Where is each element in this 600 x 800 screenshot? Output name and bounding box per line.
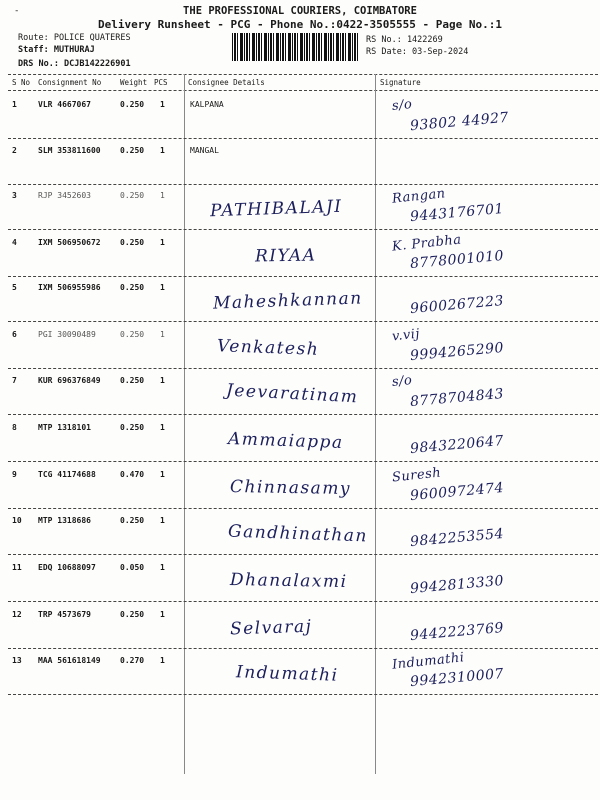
- row-sno: 5: [12, 283, 17, 292]
- row-weight: 0.250: [120, 283, 145, 292]
- row-signature-phone: 9600267223: [409, 292, 505, 318]
- row-signature-phone: 9842253554: [409, 525, 505, 551]
- col-sno: S No: [12, 78, 31, 87]
- row-sno: 4: [12, 238, 17, 247]
- table-top-rule: [8, 74, 598, 75]
- row-sno: 13: [12, 656, 22, 665]
- corner-mark: -: [14, 6, 20, 16]
- row-consignment-no: IXM 506955986: [38, 283, 101, 292]
- row-sno: 6: [12, 330, 17, 339]
- row-divider: [8, 368, 598, 369]
- row-weight: 0.250: [120, 423, 145, 432]
- column-divider: [184, 74, 185, 774]
- row-weight: 0.250: [120, 610, 145, 619]
- row-weight: 0.250: [120, 191, 145, 200]
- row-signature-phone: 9942813330: [409, 572, 505, 598]
- row-consignee-handwritten: Gandhinathan: [227, 521, 369, 547]
- row-sno: 2: [12, 146, 17, 155]
- row-consignee-handwritten: Maheshkannan: [212, 288, 363, 314]
- row-weight: 0.250: [120, 330, 145, 339]
- row-consignee-handwritten: Venkatesh: [216, 336, 320, 360]
- row-divider: [8, 508, 598, 509]
- row-signature-phone: 9600972474: [409, 479, 505, 505]
- row-consignee-handwritten: RIYAA: [254, 245, 317, 267]
- row-sno: 10: [12, 516, 22, 525]
- row-consignee-handwritten: Selvaraj: [229, 616, 313, 640]
- barcode: [232, 33, 358, 61]
- row-consignment-no: RJP 3452603: [38, 191, 91, 200]
- row-signature-phone: 9843220647: [409, 432, 505, 458]
- row-pcs: 1: [160, 516, 165, 525]
- staff-label: Staff: MUTHURAJ: [18, 45, 95, 55]
- row-signature-phone: 8778704843: [409, 385, 505, 411]
- row-consignment-no: EDQ 10688097: [38, 563, 96, 572]
- row-consignment-no: MTP 1318101: [38, 423, 91, 432]
- row-consignee-name: KALPANA: [190, 100, 224, 109]
- row-signature-phone: 9442223769: [409, 619, 505, 645]
- row-weight: 0.250: [120, 100, 145, 109]
- row-pcs: 1: [160, 330, 165, 339]
- row-sno: 3: [12, 191, 17, 200]
- row-weight: 0.470: [120, 470, 145, 479]
- row-consignee-handwritten: Dhanalaxmi: [229, 569, 348, 593]
- row-consignee-handwritten: Chinnasamy: [229, 476, 352, 500]
- row-weight: 0.050: [120, 563, 145, 572]
- row-divider: [8, 138, 598, 139]
- row-divider: [8, 184, 598, 185]
- row-consignee-handwritten: Jeevaratinam: [225, 380, 359, 408]
- row-pcs: 1: [160, 423, 165, 432]
- row-pcs: 1: [160, 283, 165, 292]
- row-sno: 8: [12, 423, 17, 432]
- row-consignment-no: IXM 506950672: [38, 238, 101, 247]
- row-consignment-no: TCG 41174688: [38, 470, 96, 479]
- row-pcs: 1: [160, 470, 165, 479]
- row-weight: 0.250: [120, 146, 145, 155]
- row-consignment-no: MAA 561618149: [38, 656, 101, 665]
- header-rule: [8, 90, 598, 91]
- row-sno: 7: [12, 376, 17, 385]
- row-pcs: 1: [160, 610, 165, 619]
- column-divider: [375, 74, 376, 774]
- row-sno: 12: [12, 610, 22, 619]
- row-pcs: 1: [160, 238, 165, 247]
- runsheet-title: Delivery Runsheet - PCG - Phone No.:0422-3505555 - Page No.:1: [98, 18, 502, 31]
- row-signature: K. Prabha: [391, 232, 463, 255]
- row-consignment-no: PGI 30090489: [38, 330, 96, 339]
- row-divider: [8, 601, 598, 602]
- row-consignment-no: KUR 696376849: [38, 376, 101, 385]
- row-pcs: 1: [160, 656, 165, 665]
- row-sno: 1: [12, 100, 17, 109]
- row-consignment-no: SLM 353811600: [38, 146, 101, 155]
- row-divider: [8, 414, 598, 415]
- row-signature-phone: 93802 44927: [409, 109, 510, 135]
- row-divider: [8, 554, 598, 555]
- row-signature: s/o: [391, 372, 414, 391]
- row-pcs: 1: [160, 146, 165, 155]
- row-consignee-handwritten: PATHIBALAJI: [209, 196, 343, 222]
- row-signature: s/o: [391, 96, 414, 115]
- col-consignment: Consignment No: [38, 78, 102, 87]
- row-signature-phone: 9942310007: [409, 665, 505, 691]
- row-consignee-name: MANGAL: [190, 146, 219, 155]
- col-consignee: Consignee Details: [188, 78, 265, 87]
- row-signature: Indumathi: [391, 650, 466, 673]
- row-divider: [8, 648, 598, 649]
- row-signature-phone: 8778001010: [409, 247, 505, 273]
- rs-date: RS Date: 03-Sep-2024: [366, 47, 469, 57]
- row-signature-phone: 9443176701: [409, 200, 505, 226]
- row-sno: 9: [12, 470, 17, 479]
- row-pcs: 1: [160, 563, 165, 572]
- row-weight: 0.250: [120, 238, 145, 247]
- col-signature: Signature: [380, 78, 421, 87]
- row-signature: Suresh: [391, 465, 442, 486]
- row-pcs: 1: [160, 100, 165, 109]
- row-signature: v.vij: [391, 326, 421, 345]
- row-consignee-handwritten: Indumathi: [235, 662, 339, 686]
- row-pcs: 1: [160, 376, 165, 385]
- col-weight: Weight: [120, 78, 148, 87]
- row-divider: [8, 276, 598, 277]
- row-sno: 11: [12, 563, 22, 572]
- row-weight: 0.250: [120, 376, 145, 385]
- col-pcs: PCS: [154, 78, 168, 87]
- row-divider: [8, 321, 598, 322]
- drs-number: DRS No.: DCJB142226901: [18, 59, 131, 69]
- row-weight: 0.250: [120, 516, 145, 525]
- row-weight: 0.270: [120, 656, 145, 665]
- row-consignment-no: TRP 4573679: [38, 610, 91, 619]
- route-label: Route: POLICE QUATERES: [18, 33, 131, 43]
- row-divider: [8, 694, 598, 695]
- row-pcs: 1: [160, 191, 165, 200]
- company-title: THE PROFESSIONAL COURIERS, COIMBATORE: [183, 5, 417, 17]
- row-signature-phone: 9994265290: [409, 339, 505, 365]
- row-divider: [8, 229, 598, 230]
- row-consignee-handwritten: Ammaiappa: [227, 428, 344, 454]
- row-consignment-no: MTP 1318686: [38, 516, 91, 525]
- row-divider: [8, 461, 598, 462]
- row-consignment-no: VLR 4667067: [38, 100, 91, 109]
- rs-number: RS No.: 1422269: [366, 35, 443, 45]
- row-signature: Rangan: [391, 186, 447, 207]
